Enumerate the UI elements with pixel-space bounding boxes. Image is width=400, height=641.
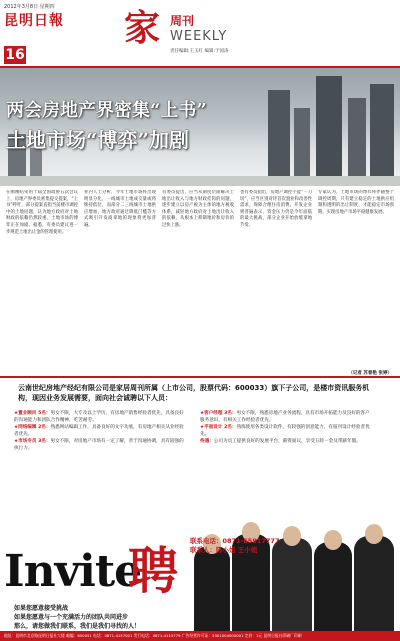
contact-info	[190, 536, 310, 556]
person-silhouette	[354, 536, 394, 632]
ground-strip	[0, 176, 400, 186]
recruit-title: 云南世纪房地产经纪有限公司是家居周刊所属（上市公司，股票代码：600033）旗下子公司，是楼市资讯服务机构，现因业务发展需要，面向社会诚聘以下人员：	[18, 384, 370, 402]
page-footer	[0, 631, 400, 641]
person-head	[324, 530, 342, 550]
recruit-column-right	[200, 410, 372, 528]
weekly-label: WEEKLY	[170, 29, 228, 44]
recruitment-ad	[0, 380, 400, 632]
recruit-kanji: 聘	[128, 541, 178, 600]
building-silhouette	[268, 90, 290, 186]
headline-line1: 两会房地产界密集“上书”	[6, 100, 207, 121]
slogan-line: 如果您愿意与一个充满活力的团队共同进步	[14, 614, 129, 621]
article-column: 有委员提出，应当从制度层面解决土地出让收入与地方财政挂钩的问题，逐步建立以房产税为主体的地方税收体系，减轻地方政府对土地出让收入的依赖，从根本上抑制地价和房价的过快上涨。	[162, 190, 234, 228]
editor-line: 责任编辑:王玉红 编辑:于国涛	[170, 49, 229, 54]
slogan-line: 如果您愿意接受挑战	[14, 605, 69, 612]
slogan-line: 那么，请您做我们联系，我们是我们寻找的人！	[14, 623, 141, 630]
job-item: ★网络编辑 2名：熟悉网站编辑工作，具备良好的文字功底，有房地产相关从业经验者优先。	[14, 425, 184, 437]
slogan-list	[14, 604, 234, 631]
footer-text: 地址：昆明市北京路昆明日报社大楼 邮编：650051 电话：0871-4157001 发行电话：0871-4115779 广告经营许可证：5301004000001 定价：1元 昆明日报社印刷厂印刷	[4, 633, 302, 638]
headline-line2: 土地市场“博弈”加剧	[6, 128, 190, 152]
article-column: 也有委员指出，房地产调控不能“一刀切”，应当区别对待首次置业和改善性需求，保障合理住房消费。开发企业则普遍表示，资金压力仍是今年面临的最大挑战，部分企业开始放缓拿地节奏。	[240, 190, 312, 228]
job-item: ★客户经理 3名：男女不限，熟悉房地产业务流程，具有市场开拓能力及良好的客户服务意识，有相关工作经验者优先。	[200, 411, 370, 423]
building-silhouette	[370, 84, 394, 186]
person-head	[365, 524, 383, 544]
section-subtitle: 周刊	[170, 14, 195, 28]
contact-person: 联系人：陈小姐 王小姐	[190, 546, 258, 554]
building-silhouette	[348, 98, 366, 186]
contact-phone: 联系电话：0871-65917777	[190, 537, 280, 545]
job-item: ★平面设计 2名：熟练使用各类设计软件，有较强的创意能力，有报刊设计经验者优先。	[200, 425, 370, 437]
invite-word: Invite	[4, 546, 142, 597]
masthead	[0, 0, 400, 68]
newspaper-logo: 昆明日報	[4, 13, 64, 29]
date-line: 2012年3月8日 星期四	[4, 4, 55, 10]
building-silhouette	[294, 108, 310, 186]
section-divider	[0, 376, 400, 378]
article-author: （记者 苏春艳 张婷）	[348, 371, 392, 376]
page-number: 16	[5, 47, 25, 63]
person-silhouette	[314, 542, 352, 632]
section-title: 家	[124, 7, 161, 49]
building-silhouette	[316, 76, 342, 186]
article-column: 在刚刚结束的十届全国政协五次会议上，房地产界委员密集提交提案，“上书”呼吁。部分提案直指当前楼市调控中的土地问题，认为地方政府对土地财政的依赖仍然较重，土地市场的博弈正在加剧。据悉，有委员建议进一步规范土地出让金的管理使用。	[6, 190, 78, 235]
article-column: 业内人士分析，今年土地市场将出现明显分化，一线城市土地成交量或将维持低位，而部分二三线城市土地供应增加，地方政府通过降低门槛等方式吸引开发商拿地的现象将更加普遍。	[84, 190, 156, 228]
article-body	[6, 190, 394, 376]
job-item: 待遇：公司为员工提供良好的发展平台，薪资面议，享受五险一金及带薪年假。	[200, 439, 361, 444]
article-column: 专家认为，土地市场的博弈将伴随整个调控周期，只有建立稳定的土地供应机制和透明的出让制度，才能稳定市场预期，实现房地产市场平稳健康发展。	[318, 190, 394, 215]
job-item: ★置业顾问 5名：男女不限，大专及以上学历，有房地产销售经验者优先，具备良好的沟通能力和团队合作精神，吃苦耐劳。	[14, 411, 184, 423]
job-item: ★市场专员 3名：男女不限，对房地产市场有一定了解，善于沟通协调，具有较强的执行力。	[14, 439, 184, 451]
recruit-column-left	[14, 410, 186, 528]
